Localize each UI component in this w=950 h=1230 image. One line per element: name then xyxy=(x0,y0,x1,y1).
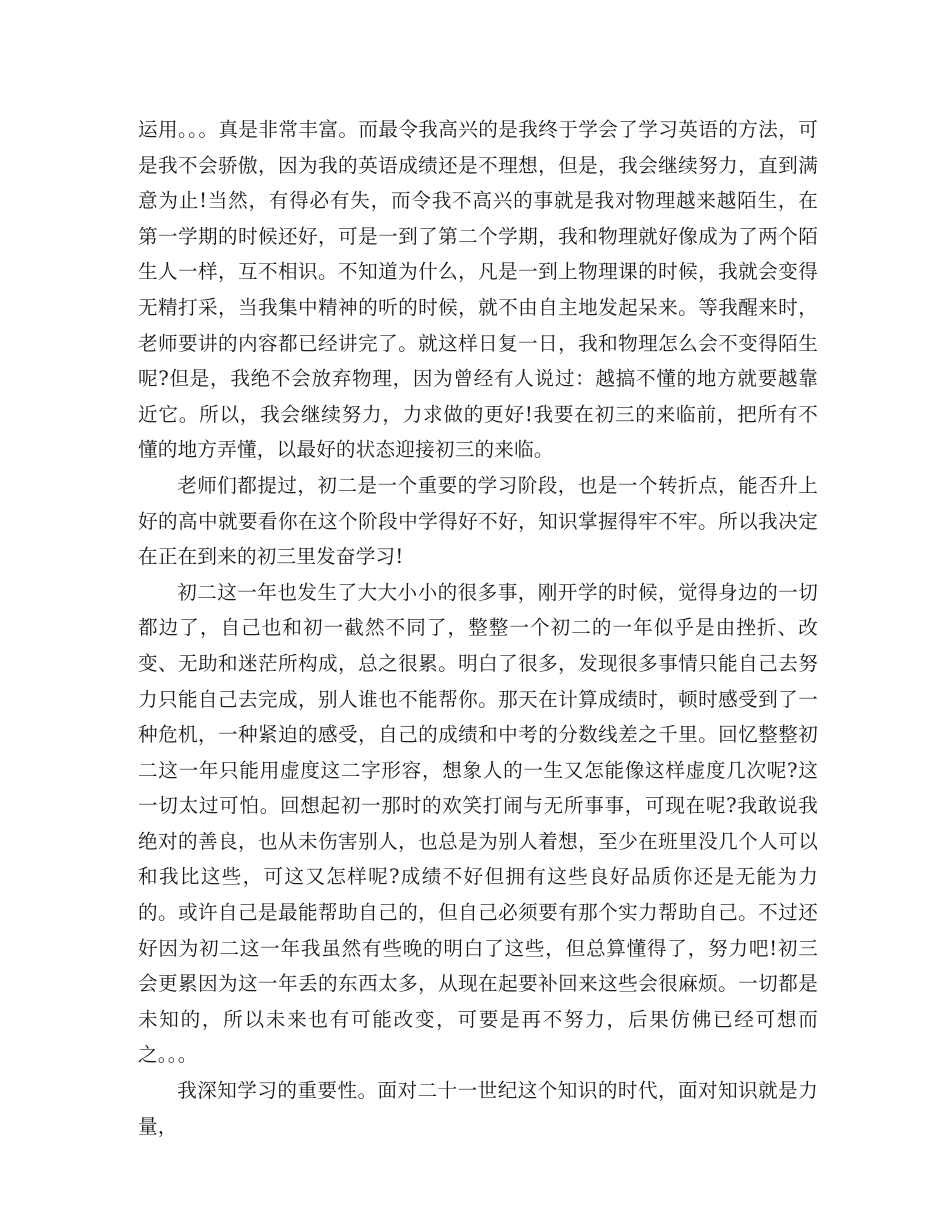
document-body xyxy=(138,112,818,1144)
paragraph-1: 运用。。。真是非常丰富。而最令我高兴的是我终于学会了学习英语的方法，可是我不会骄傲，因为我的英语成绩还是不理想，但是，我会继续努力，直到满意为止!当然，有得必有失，而令我不高兴的事就是我对物理越来越陌生，在第一学期的时候还好，可是一到了第二个学期，我和物理就好像成为了两个陌生人一样，互不相识。不知道为什么，凡是一到上物理课的时候，我就会变得无精打采，当我集中精神的听的时候，就不由自主地发起呆来。等我醒来时，老师要讲的内容都已经讲完了。就这样日复一日，我和物理怎么会不变得陌生呢?但是，我绝不会放弃物理，因为曾经有人说过：越搞不懂的地方就要越靠近它。所以，我会继续努力，力求做的更好!我要在初三的来临前，把所有不懂的地方弄懂，以最好的状态迎接初三的来临。 xyxy=(138,118,818,462)
paragraph-3: 初二这一年也发生了大大小小的很多事，刚开学的时候，觉得身边的一切都边了，自己也和初一截然不同了，整整一个初二的一年似乎是由挫折、改变、无助和迷茫所构成，总之很累。明白了很多，发现很多事情只能自己去努力只能自己去完成，别人谁也不能帮你。那天在计算成绩时，顿时感受到了一种危机，一种紧迫的感受，自己的成绩和中考的分数线差之千里。回忆整整初二这一年只能用虚度这二字形容，想象人的一生又怎能像这样虚度几次呢?这一切太过可怕。回想起初一那时的欢笑打闹与无所事事，可现在呢?我敢说我绝对的善良，也从未伤害别人，也总是为别人着想，至少在班里没几个人可以和我比这些，可这又怎样呢?成绩不好但拥有这些良好品质你还是无能为力的。或许自己是最能帮助自己的，但自己必须要有那个实力帮助自己。不过还好因为初二这一年我虽然有些晚的明白了这些，但总算懂得了，努力吧!初三会更累因为这一年丢的东西太多，从现在起要补回来这些会很麻烦。一切都是未知的，所以未来也有可能改变，可要是再不努力，后果仿佛已经可想而之。。。 xyxy=(138,580,818,1067)
paragraph-2: 老师们都提过，初二是一个重要的学习阶段，也是一个转折点，能否升上好的高中就要看你在这个阶段中学得好不好，知识掌握得牢不牢。所以我决定在正在到来的初三里发奋学习! xyxy=(138,473,818,569)
paragraph-4: 我深知学习的重要性。面对二十一世纪这个知识的时代，面对知识就是力量， xyxy=(138,1079,818,1138)
